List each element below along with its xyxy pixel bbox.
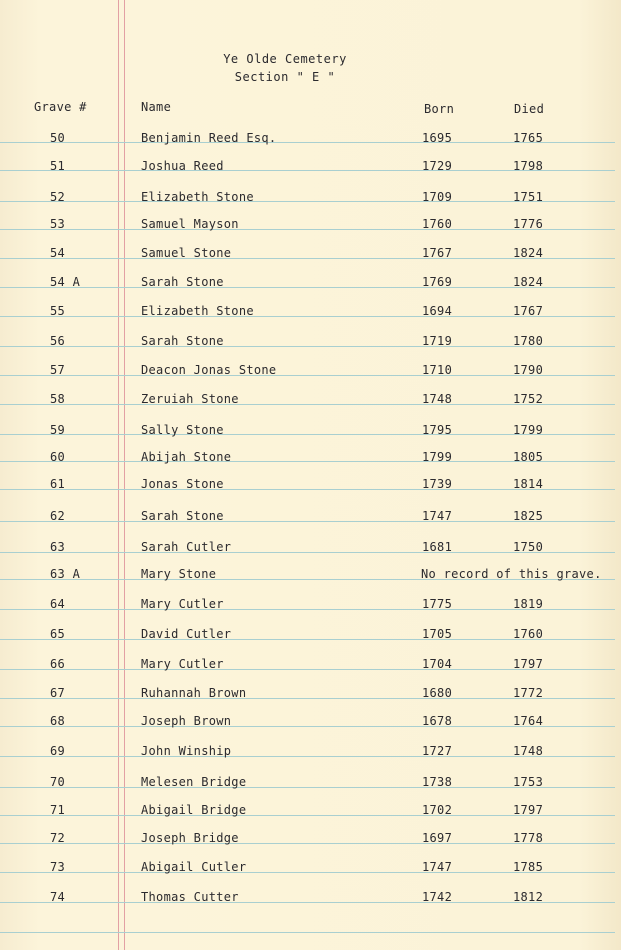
table-row	[0, 775, 621, 793]
burial-name: Elizabeth Stone	[141, 304, 254, 318]
burial-name: Benjamin Reed Esq.	[141, 131, 277, 145]
born-year: 1710	[422, 363, 453, 377]
burial-name: Abigail Cutler	[141, 860, 247, 874]
burial-name: Thomas Cutter	[141, 890, 239, 904]
grave-number: 65	[50, 627, 66, 641]
born-year: 1760	[422, 217, 453, 231]
died-year: 1824	[513, 275, 544, 289]
died-year: 1764	[513, 714, 544, 728]
table-row	[0, 890, 621, 908]
born-year: 1729	[422, 159, 453, 173]
born-year: 1727	[422, 744, 453, 758]
grave-number: 51	[50, 159, 66, 173]
burial-name: Melesen Bridge	[141, 775, 247, 789]
died-year: 1819	[513, 597, 544, 611]
table-row	[0, 275, 621, 293]
born-year: 1694	[422, 304, 453, 318]
table-row	[0, 714, 621, 732]
table-row	[0, 392, 621, 410]
born-year: 1748	[422, 392, 453, 406]
died-year: 1767	[513, 304, 544, 318]
burial-name: Samuel Stone	[141, 246, 232, 260]
grave-number: 73	[50, 860, 66, 874]
grave-number: 54	[50, 246, 66, 260]
born-year: 1747	[422, 509, 453, 523]
born-year: 1738	[422, 775, 453, 789]
burial-name: Joseph Bridge	[141, 831, 239, 845]
grave-number: 57	[50, 363, 66, 377]
burial-name: Jonas Stone	[141, 477, 224, 491]
section-label: Section " E "	[234, 70, 336, 84]
born-year: 1695	[422, 131, 453, 145]
born-year: 1681	[422, 540, 453, 554]
record-note: No record of this grave.	[421, 567, 602, 581]
table-row	[0, 657, 621, 675]
born-year: 1775	[422, 597, 453, 611]
burial-name: Sarah Stone	[141, 334, 224, 348]
born-year: 1739	[422, 477, 453, 491]
document-title: Ye Olde Cemetery	[223, 52, 347, 66]
table-row	[0, 860, 621, 878]
died-year: 1772	[513, 686, 544, 700]
burial-name: Sarah Stone	[141, 509, 224, 523]
grave-number: 60	[50, 450, 66, 464]
died-year: 1825	[513, 509, 544, 523]
born-year: 1697	[422, 831, 453, 845]
burial-name: Sarah Stone	[141, 275, 224, 289]
table-row	[0, 831, 621, 849]
died-year: 1790	[513, 363, 544, 377]
table-row	[0, 131, 621, 149]
grave-number: 56	[50, 334, 66, 348]
table-row	[0, 597, 621, 615]
born-year: 1719	[422, 334, 453, 348]
died-year: 1751	[513, 190, 544, 204]
header-grave: Grave #	[34, 100, 87, 114]
grave-number: 63 A	[50, 567, 81, 581]
died-year: 1750	[513, 540, 544, 554]
died-year: 1798	[513, 159, 544, 173]
header-died: Died	[514, 102, 545, 116]
died-year: 1797	[513, 803, 544, 817]
died-year: 1824	[513, 246, 544, 260]
burial-name: John Winship	[141, 744, 232, 758]
grave-number: 55	[50, 304, 66, 318]
burial-name: Deacon Jonas Stone	[141, 363, 277, 377]
burial-name: Abijah Stone	[141, 450, 232, 464]
grave-number: 52	[50, 190, 66, 204]
born-year: 1680	[422, 686, 453, 700]
table-row	[0, 190, 621, 208]
born-year: 1709	[422, 190, 453, 204]
grave-number: 68	[50, 714, 66, 728]
table-row	[0, 627, 621, 645]
ruled-line	[0, 932, 615, 933]
table-row	[0, 803, 621, 821]
grave-number: 71	[50, 803, 66, 817]
table-row	[0, 450, 621, 468]
table-row	[0, 423, 621, 441]
grave-number: 53	[50, 217, 66, 231]
burial-name: David Cutler	[141, 627, 232, 641]
born-year: 1767	[422, 246, 453, 260]
died-year: 1797	[513, 657, 544, 671]
table-row	[0, 744, 621, 762]
grave-number: 67	[50, 686, 66, 700]
burial-name: Zeruiah Stone	[141, 392, 239, 406]
table-row	[0, 509, 621, 527]
born-year: 1702	[422, 803, 453, 817]
burial-name: Joseph Brown	[141, 714, 232, 728]
grave-number: 69	[50, 744, 66, 758]
grave-number: 62	[50, 509, 66, 523]
grave-number: 59	[50, 423, 66, 437]
table-row	[0, 304, 621, 322]
grave-number: 74	[50, 890, 66, 904]
grave-number: 64	[50, 597, 66, 611]
grave-number: 50	[50, 131, 66, 145]
burial-name: Elizabeth Stone	[141, 190, 254, 204]
died-year: 1760	[513, 627, 544, 641]
grave-number: 63	[50, 540, 66, 554]
table-row	[0, 477, 621, 495]
grave-number: 66	[50, 657, 66, 671]
born-year: 1678	[422, 714, 453, 728]
died-year: 1812	[513, 890, 544, 904]
born-year: 1795	[422, 423, 453, 437]
grave-number: 72	[50, 831, 66, 845]
header-name: Name	[141, 100, 172, 114]
died-year: 1778	[513, 831, 544, 845]
died-year: 1805	[513, 450, 544, 464]
died-year: 1780	[513, 334, 544, 348]
burial-name: Abigail Bridge	[141, 803, 247, 817]
died-year: 1765	[513, 131, 544, 145]
died-year: 1752	[513, 392, 544, 406]
burial-name: Samuel Mayson	[141, 217, 239, 231]
born-year: 1799	[422, 450, 453, 464]
table-row	[0, 159, 621, 177]
table-row	[0, 567, 621, 585]
table-row	[0, 686, 621, 704]
grave-number: 54 A	[50, 275, 81, 289]
burial-name: Sally Stone	[141, 423, 224, 437]
table-row	[0, 217, 621, 235]
grave-number: 61	[50, 477, 66, 491]
table-row	[0, 246, 621, 264]
grave-number: 70	[50, 775, 66, 789]
header-born: Born	[424, 102, 455, 116]
died-year: 1753	[513, 775, 544, 789]
grave-number: 58	[50, 392, 66, 406]
burial-name: Joshua Reed	[141, 159, 224, 173]
born-year: 1742	[422, 890, 453, 904]
table-row	[0, 334, 621, 352]
died-year: 1785	[513, 860, 544, 874]
born-year: 1704	[422, 657, 453, 671]
born-year: 1705	[422, 627, 453, 641]
died-year: 1776	[513, 217, 544, 231]
died-year: 1799	[513, 423, 544, 437]
burial-name: Sarah Cutler	[141, 540, 232, 554]
born-year: 1769	[422, 275, 453, 289]
burial-name: Ruhannah Brown	[141, 686, 247, 700]
died-year: 1814	[513, 477, 544, 491]
born-year: 1747	[422, 860, 453, 874]
died-year: 1748	[513, 744, 544, 758]
burial-name: Mary Cutler	[141, 597, 224, 611]
table-row	[0, 540, 621, 558]
burial-name: Mary Cutler	[141, 657, 224, 671]
table-row	[0, 363, 621, 381]
burial-name: Mary Stone	[141, 567, 217, 581]
